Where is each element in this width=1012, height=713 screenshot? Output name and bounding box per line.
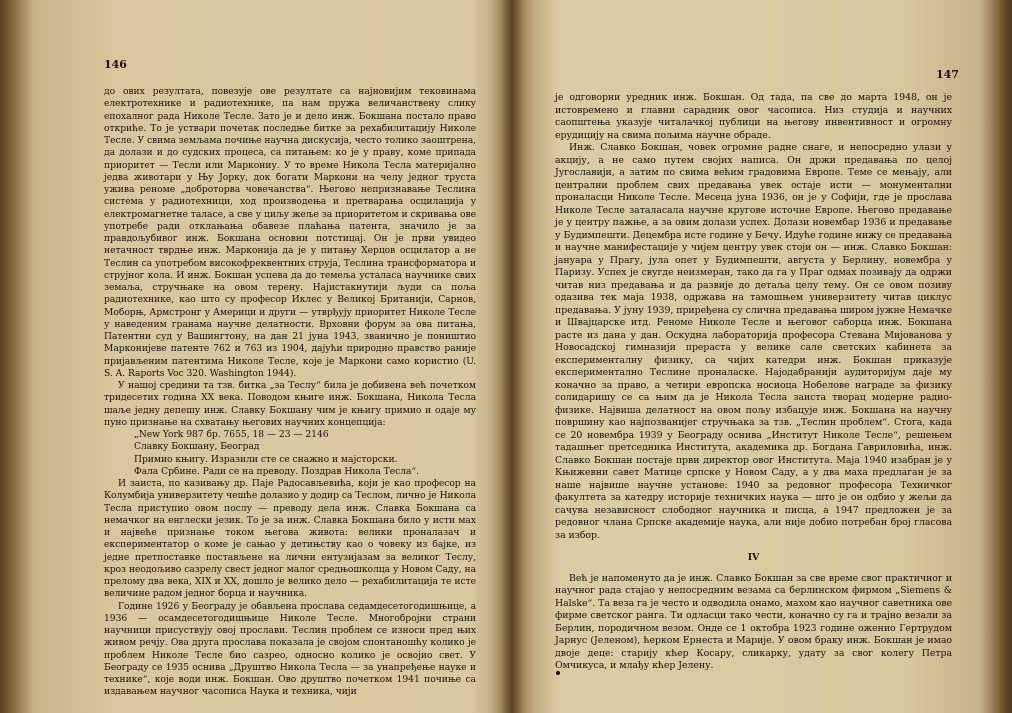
paragraph: И заиста, по казивању др. Паје Радосављевића, који је као професор на Колумбија универзитету чешће долазио у додир са Теслом, лично је Никола Тесла приступио овом послу — преводу дела инж. Славка Бокшана са немачког на енглески језик. То је за инж. Славка Бокшана било у исти мах и највеће признање током његова живота: велики проналазач и експериментатор о коме је сањао у детињству као о човеку из бајке, из једне претпоставке постављене на лични ентузијазам за великог Теслу, кроз неодољиво сазрелу свест једног малог средњошколца у Новом Саду, на прелому два века, XIX и XX, дошло је велико дело — рехабилитација те исте величине радом једног борца и научника. [104, 478, 476, 600]
paragraph: до ових резултата, повезује ове резултате са најновијим тековинама електротехнике и радиотехнике, па нам пружа величанствену слику епохалног рада Николе Тесле. Зато је и дело инж. Бокшана постало право откриће. То је уствари почетак последње битке за рехабилитацију Николе Тесле. У свима земљама почиње научна дискусија, често толико заоштрена, да долази и до судских процеса, са питањем: ко је у праву, коме припада приоритет — Тесли или Маркониу. У то време Никола Тесла материјално једва животари у Њу Јорку, док богати Маркони на челу једног труста ужива реноме „доброторва човечанства“. Његово непризнавање Теслина система у радиотехници, ход производења и претварања осцилација у електромагнетне таласе, а све у циљу жеље за приоритетом и скривања ове употребе ради отклањања обавезе плаћања патента, значило је за правдољубивог инж. Бокшана основни потстицај. Он је први увидео нетачност тврдње инж. Марконија да је у питању Херцов осцилатор а не Теслин са употребом високофреквентних струја, Теслина трансформатора и струјног кола. И инж. Бокшан успева да до темеља усталаса научнике свих земаља, стручњаке на овом терену. Најистакнутији људи са поља радиотехнике, као што су професор Иклес у Великој Британији, Сарнов, Моборњ, Армстронг у Америци и други — утврђују приоритет Николе Тесле у наведеним гранама научне делатности. Врховни форум за ова питања, Патентни суд у Вашингтону, на дан 21 јуна 1943, званично је поништио Марконијеве патенте 762 и 763 из 1904, дајући природно правство раније пријављеним патентима Николе Тесле, које је Маркони само користио (U. S. A. Raports Voc 320. Washington 1944). [104, 86, 476, 379]
paragraph: Већ је напоменуто да је инж. Славко Бокшан за све време свог практичног и научног рада стајао у непосредним везама са берлинском фирмом „Siemens & Halske“. Та веза га је често и одводила онамо, махом као научног саветника ове фирме светског ранга. Ти одласци тако чести, коначно су га и трајно везали за Берлин, породичном везом. Онде се 1 октобра 1923 године оженио Гертрудом Јарнус (Јеленом), ћерком Ернеста и Марије. У овом браку инж. Бокшан је имао двоје деце: старију кћер Косару, сликарку, удату за свог колегу Петра Омчикуса, и млађу кћер Јелену. [555, 572, 952, 671]
right-page-body [555, 92, 952, 673]
book-gutter [490, 0, 534, 713]
paragraph: Примио књигу. Изразили сте се снажно и мајсторски. [134, 453, 398, 465]
paragraph: Славку Бокшану, Београд [134, 441, 260, 453]
paragraph: је одговорни уредник инж. Бокшан. Од тада, па све до марта 1948, он је истовремено и главни сарадник овог часописа. Низ студија и научних саопштења указује читалачкој публици на његову инвентивност и огромну ерудицију на свима пољима научне обраде. [555, 92, 952, 141]
paragraph: Инж. Славко Бокшан, човек огромне радне снаге, и непосредно улази у акцију, а не само путем својих написа. Он држи предавања по целој Југославији, а затим по свима већим градовима Европе. Теме се мењају, али централни проблем свих предавања увек остаје исти — монументални проналасци Николе Тесле. Месеца јуна 1936, он је у Софији, где је прослава Николе Тесле заталасала научне кругове источне Европе. Његово предавање је у центру пажње, а за овим долази успех. Долази новембар 1936 и предавање у Будимпешти. Децембра исте године у Бечу. Идуће године нижу се предавања и научне манифестације у чијем центру увек стоји он — инж. Славко Бокшан: јануара у Прагу, јула опет у Будимпешти, августа у Берлину, новембра у Паризу. Успех је свугде неизмеран, тако да га у Праг одмах позивају да одржи читав низ предавања и да развије до детаља целу тему. Он се овом позиву одазива тек маја 1938, одржава на тамошњем универзитету читав циклус предавања. У јуну 1939, приређена су слична предавања широм јужне Немачке и Швајцарске итд. Реноме Николе Тесле и његовог саборца инж. Бокшана расте из дана у дан. Оскудна лабораторија професора Стевана Мијовановa у Новосадској гимназији прераста у велике сале светских кабинета за експерименталну физику, са чијих катедри инж. Бокшан приказује експериментално Теслине проналаске. Најодабранији аудиторијум даје му коначно за право, а четири европска носиоца Нобелове награде за физику солидаришу се са њим да је Никола Тесла заиста творац модерне радио-физике. Највиша делатност на овом пољу избацује инж. Бокшана на научну површину као најпозванијег стручњака за тзв. „Теслин проблем“. Стога, када се 20 новембра 1939 у Београду оснива „Институт Николе Тесле“, решењем тадашњег претседника Института, академика др. Богдана Гавриловића, инж. Славко Бокшан постаје први директор овог Института. Маја 1940 изабран је у Књижевни савет Матице српске у Новом Саду, а у два маха предлаган је за наше највише научне установе: 1940 за редовног професора Техничког факултета за катедру историје техничких наука — што је он одбио у жељи да сачува независност слободног научника и писца, а 1947 предложен је за редовног члана Српске академије наука, али није добио потребан број гласова за избор. [555, 142, 952, 541]
paragraph: Године 1926 у Београду је обављена прослава седамдесетогодишњице, а 1936 — осамдесетогодишњице Николе Тесле. Многобројни страни научници присуствују овој прослави. Теслин проблем се износи пред њих живом речју. Ова друга прослава показала је својом спонтаношћу колико је проблем Николе Тесле био сазрео, односно колико је освојио свет. У Београду се 1935 оснива „Друштво Никола Тесла — за унапређење науке и технике“, које води инж. Бокшан. Ово друштво почетком 1941 почиње са издавањем научног часописа Наука и техника, чији [104, 600, 476, 698]
paragraph: У нашој средини та тзв. битка „за Теслу“ била је добивена већ почетком тридесетих година XX века. Поводом књиге инж. Бокшана, Никола Тесла шаље једну депешу инж. Славку Бокшану чим је књигу примио и одаје му пуно признање на схватању његових научних концепција: [104, 380, 476, 428]
paragraph: Фала Србине. Ради се на преводу. Поздрав Никола Тесла“. [134, 465, 419, 477]
right-page [512, 0, 1012, 713]
page-number-right: 147 [936, 68, 959, 81]
paragraph: „New York 987 бр. 7655, 18 — 23 — 2146 [134, 429, 329, 440]
left-page-body [104, 86, 476, 699]
section-heading: IV [747, 552, 760, 563]
page-mark-dot [556, 671, 560, 675]
page-number-left: 146 [104, 58, 127, 71]
